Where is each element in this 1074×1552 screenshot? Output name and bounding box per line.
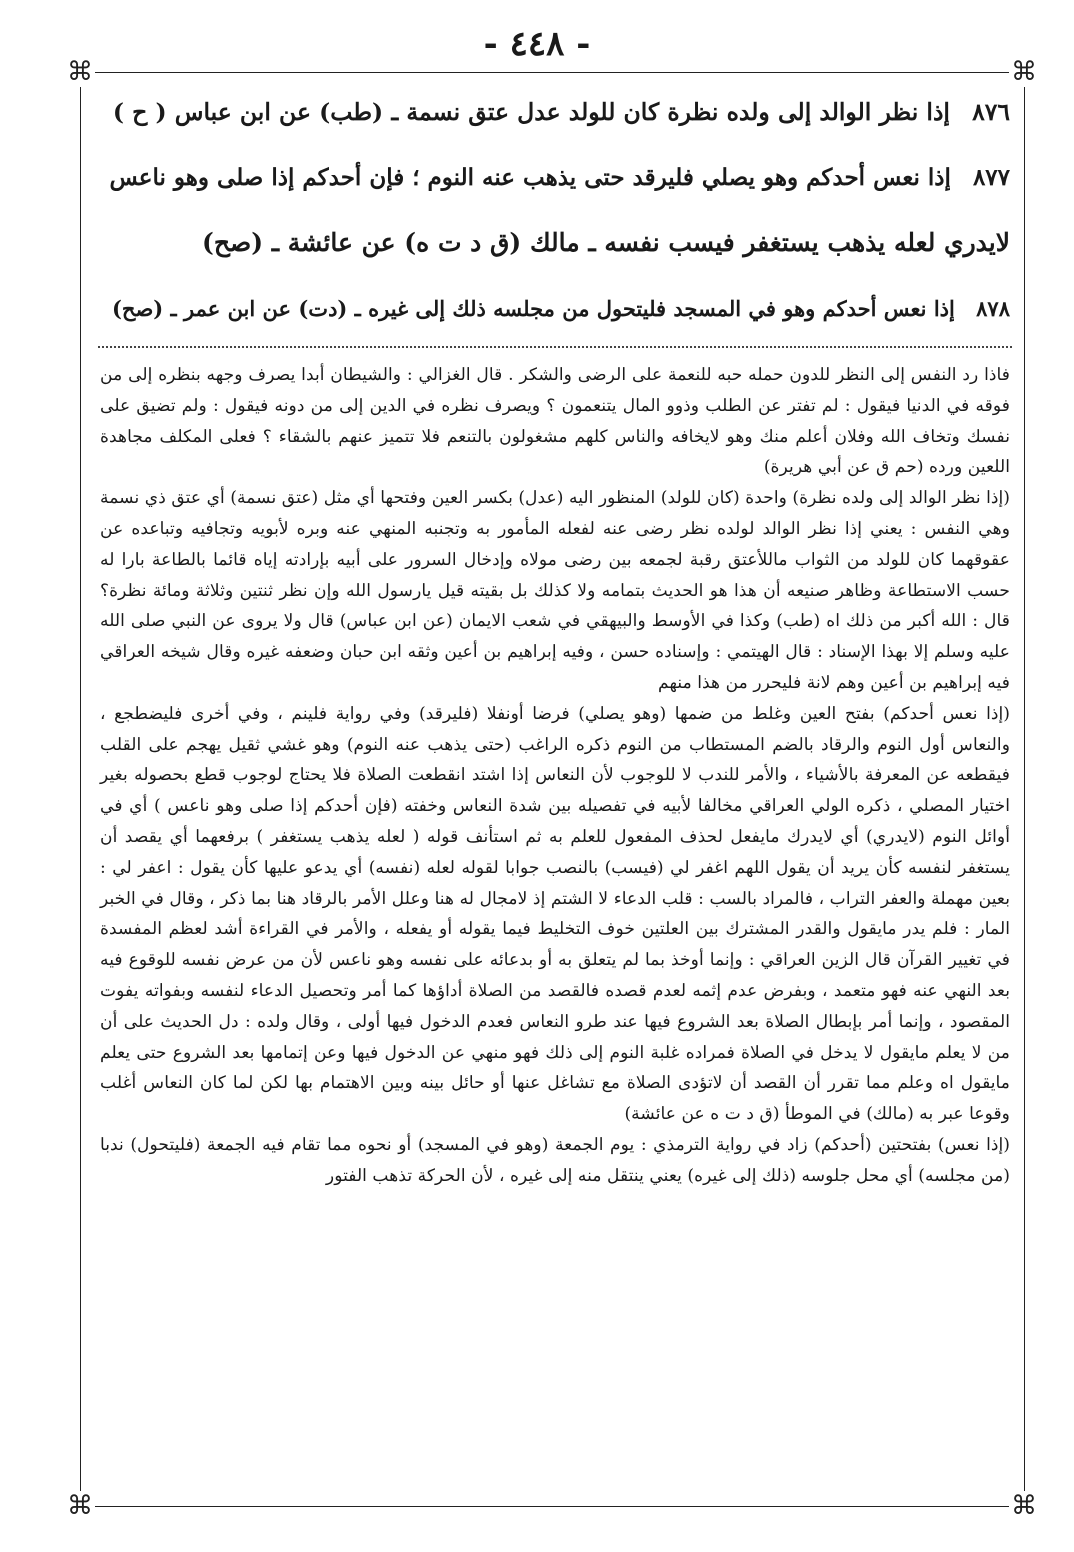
- corner-ornament-icon: ⌘: [1011, 1491, 1037, 1521]
- commentary-paragraph: فاذا رد النفس إلى النظر للدون حمله حبه للنعمة على الرضى والشكر . قال الغزالي : والشيطان أبدا يصرف وجهه بنظره إلى من فوقه في الدنيا فيقول : لم تفتر عن الطلب وذوو المال يتنعمون ؟ ويصرف نظره في الدين إلى من دونه فيقول : ولم تضيق على نفسك وتخاف الله وفلان أعلم منك وهو لايخافه والناس كلهم مشغولون بالتنعم فلا تتميز عنهم بالشقاء ؟ فعلى المكلف مجاهدة اللعين ورده (حم ق عن أبي هريرة): [100, 365, 1010, 478]
- commentary-paragraph: (إذا نعس) بفتحتين (أحدكم) زاد في رواية الترمذي : يوم الجمعة (وهو في المسجد) أو نحوه مما تقام فيه الجمعة (فليتحول) ندبا (من مجلسه) أي محل جلوسه (ذلك إلى غيره) يعني ينتقل منه إلى غيره ، لأن الحركة تذهب الفتور: [100, 1134, 1010, 1186]
- commentary-paragraph: (إذا نعس أحدكم) بفتح العين وغلط من ضمها (وهو يصلي) فرضا أونفلا (فليرقد) وفي رواية فلينم ، وفي أخرى فليضطجع ، والنعاس أول النوم والرقاد بالضم المستطاب من النوم ذكره الراغب (حتى يذهب عنه النوم) وهو غشي ثقيل يهجم على القلب فيقطعه عن المعرفة بالأشياء ، والأمر للندب لا للوجوب لأن النعاس إذا اشتد انقطعت الصلاة فلا يحتاج لوجوب قطع بحصوله بغير اختيار المصلي ، ذكره الولي العراقي مخالفا لأبيه في تفصيله بين شدة النعاس وخفته (فإن أحدكم إذا صلى وهو ناعس ) أي في أوائل النوم (لايدري) أي لايدرك مايفعل لحذف المفعول للعلم به ثم استأنف قوله ( لعله يذهب يستغفر ) برفعهما أي يقصد أن يستغفر لنفسه كأن يريد أن يقول اللهم اغفر لي (فيسب) بالنصب جوابا لقوله لعله (نفسه) أي يدعو عليها كأن يقول : اعفر لي : بعين مهملة والعفر التراب ، فالمراد بالسب : قلب الدعاء لا الشتم إذ لامجال له هنا وعلل الأمر بالرقاد هنا بما ذكر ، وقال في الخبر المار : فلم يدر مايقول والقدر المشترك بين العلتين خوف التخليط فيما يقوله أو يفعله ، والأمر في القراءة أشد لعظم المفسدة في تغيير القرآن قال الزين العراقي : وإنما أوخذ بما لم يتعلق به أو بدعائه على نفسه وهو ناعس لأن من عرض نفسه للوقوع فيه بعد النهي عنه فهو متعمد ، وبفرض عدم إثمه لعدم قصده فالقصد من الصلاة أداؤها كما أمر وتحصيل الدعاء لنفسه وبفواته يفوت المقصود ، وإنما أمر بإبطال الصلاة بعد الشروع فيها عند طرو النعاس فعدم الدخول فيها أولى ، وقال ولده : دل الحديث على أن من لا يعلم مايقول لا يدخل في الصلاة فمراده غلبة النوم إلى ذلك فهو منهي عن الدخول فيها وعن إتمامها بعد الشروع حتى يعلم مايقول اه وعلم مما تقرر أن القصد أن لاتؤدى الصلاة مع تشاغل عنها أو حائل بينه وبين الاهتمام بها لكن لما كان النعاس أغلب وقوعا عبر به (مالك) في الموطأ (ق د ت ه عن عائشة): [100, 703, 1010, 1125]
- page-number: - ٤٤٨ -: [483, 24, 591, 64]
- hadith-number: ٨٧٦: [972, 98, 1010, 126]
- hadith-text: إذا نظر الوالد إلى ولده نظرة كان للولد عدل عتق نسمة ـ (طب) عن ابن عباس ( ح ): [112, 98, 950, 126]
- frame-right-border: [1024, 72, 1025, 1506]
- commentary-paragraph: (إذا نظر الوالد إلى ولده نظرة) واحدة (كان للولد) المنظور اليه (عدل) بكسر العين وفتحها أي مثل (عتق نسمة) أي عتق ذي نسمة وهي النفس : يعني إذا نظر الوالد لولده نظر رضى عنه لفعله المأمور به وتجنبه المنهي عنه وبره لأبويه وتجافيه وتباعده عن عقوقهما كان للولد من الثواب ماللأعتق رقبة لجمعه بين رضى مولاه وإدخال السرور على أبيه بإرادته إياه قائما بالطاعة بارا له حسب الاستطاعة وظاهر صنيعه أن هذا هو الحديث بتمامه ولا كذلك بل بقيته قيل يارسول الله وإن نظر ثنتين وثلاثة ومائة نظرة؟ قال : الله أكبر من ذلك اه (طب) وكذا في الأوسط والبيهقي في شعب الايمان (عن ابن عباس) قال ولا يروى عن النبي صلى الله عليه وسلم إلا بهذا الإسناد : قال الهيتمي : وإسناده حسن ، وفيه إبراهيم بن أعين وثقه ابن حبان وضعفه غيره وقال شيخه العراقي فيه إبراهيم بن أعين وهم لانة فليحرر من هذا منهم: [100, 488, 1010, 693]
- hadith-877-continuation: [202, 228, 1010, 257]
- corner-ornament-icon: ⌘: [1011, 57, 1037, 87]
- frame-top-border: [80, 72, 1024, 73]
- commentary: [100, 360, 1010, 1192]
- frame-bottom-border: [80, 1506, 1024, 1507]
- hadith-number: ٨٧٧: [972, 164, 1010, 191]
- hadith-text: إذا نعس أحدكم وهو في المسجد فليتحول من مجلسه ذلك إلى غيره ـ (دت) عن ابن عمر ـ (صح): [111, 296, 955, 321]
- hadith-876: [113, 98, 1010, 126]
- hadith-text: إذا نعس أحدكم وهو يصلي فليرقد حتى يذهب عنه النوم ؛ فإن أحدكم إذا صلى وهو ناعس: [109, 164, 951, 191]
- corner-ornament-icon: ⌘: [67, 57, 93, 87]
- corner-ornament-icon: ⌘: [67, 1491, 93, 1521]
- hadith-number: ٨٧٨: [976, 296, 1010, 321]
- hadith-text: لايدري لعله يذهب يستغفر فيسب نفسه ـ مالك (ق د ت ه) عن عائشة ـ (صح): [202, 228, 1010, 257]
- section-divider: [98, 346, 1012, 348]
- frame-left-border: [80, 72, 81, 1506]
- hadith-877: [109, 164, 1010, 191]
- hadith-878: [112, 296, 1010, 321]
